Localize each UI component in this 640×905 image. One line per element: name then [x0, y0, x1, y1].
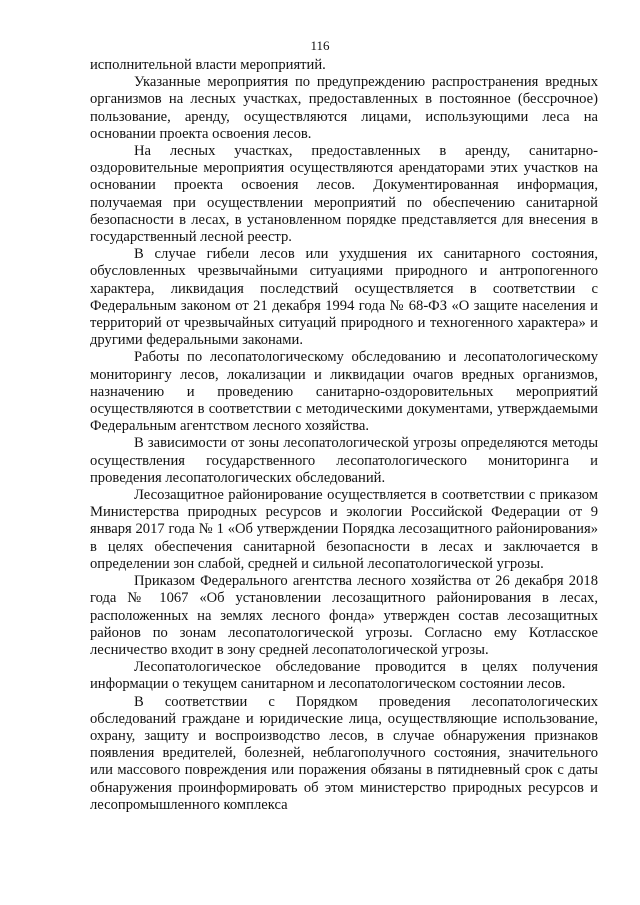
- paragraph-10: В соответствии с Порядком проведения лесопатологических обследований граждане и юридические лица, осуществляющие использование, охрану, защиту и воспроизводство лесов, в случае обнаружения признаков появления вредителей, болезней, неблагополучного состояния, значительного или массового повреждения или поражения обязаны в пятидневный срок с даты обнаружения проинформировать об этом министерство природных ресурсов и лесопромышленного комплекса: [90, 693, 598, 813]
- paragraph-7: Лесозащитное районирование осуществляется в соответствии с приказом Министерства природных ресурсов и экологии Российской Федерации от 9 января 2017 года № 1 «Об утверждении Порядка лесозащитного районирования» в целях обеспечения санитарной безопасности в лесах и заключается в определении зон слабой, средней и сильной лесопатологической угрозы.: [90, 487, 598, 572]
- page-number: 116: [310, 38, 330, 53]
- paragraph-4: В случае гибели лесов или ухудшения их санитарного состояния, обусловленных чрезвычайными ситуациями природного и антропогенного характера, ликвидация последствий осуществляется в соответствии с Федеральным законом от 21 декабря 1994 года № 68-ФЗ «О защите населения и территорий от чрезвычайных ситуаций природного и техногенного характера» и другими федеральными законами.: [90, 246, 598, 349]
- paragraph-5: Работы по лесопатологическому обследованию и лесопатологическому мониторингу лесов, локализации и ликвидации очагов вредных организмов, назначению и проведению санитарно-оздоровительных мероприятий осуществляются в соответствии с методическими документами, утверждаемыми Федеральным агентством лесного хозяйства.: [90, 349, 598, 435]
- paragraph-2: Указанные мероприятия по предупреждению распространения вредных организмов на лесных участках, предоставленных в постоянное (бессрочное) пользование, аренду, осуществляются лицами, использующими леса на основании проекта освоения лесов.: [90, 74, 598, 142]
- paragraph-8: Приказом Федерального агентства лесного хозяйства от 26 декабря 2018 года № 1067 «Об установлении лесозащитного районирования в лесах, расположенных на землях лесного фонда» утвержден состав лесозащитных районов по зонам лесопатологической угрозы. Согласно ему Котласское лесничество входит в зону средней лесопатологической угрозы.: [90, 573, 598, 658]
- paragraph-6: В зависимости от зоны лесопатологической угрозы определяются методы осуществления государственного лесопатологического мониторинга и проведения лесопатологических обследований.: [90, 435, 598, 486]
- paragraph-3: На лесных участках, предоставленных в аренду, санитарно-оздоровительные мероприятия осуществляются арендаторами этих участков на основании проекта освоения лесов. Документированная информация, получаемая при осуществлении мероприятий по обеспечению санитарной безопасности в лесах, в установленном порядке представляется для внесения в государственный лесной реестр.: [90, 143, 598, 246]
- paragraph-1: исполнительной власти мероприятий.: [90, 57, 326, 73]
- paragraph-9: Лесопатологическое обследование проводится в целях получения информации о текущем санитарном и лесопатологическом состоянии лесов.: [90, 659, 598, 693]
- document-body: [90, 57, 598, 814]
